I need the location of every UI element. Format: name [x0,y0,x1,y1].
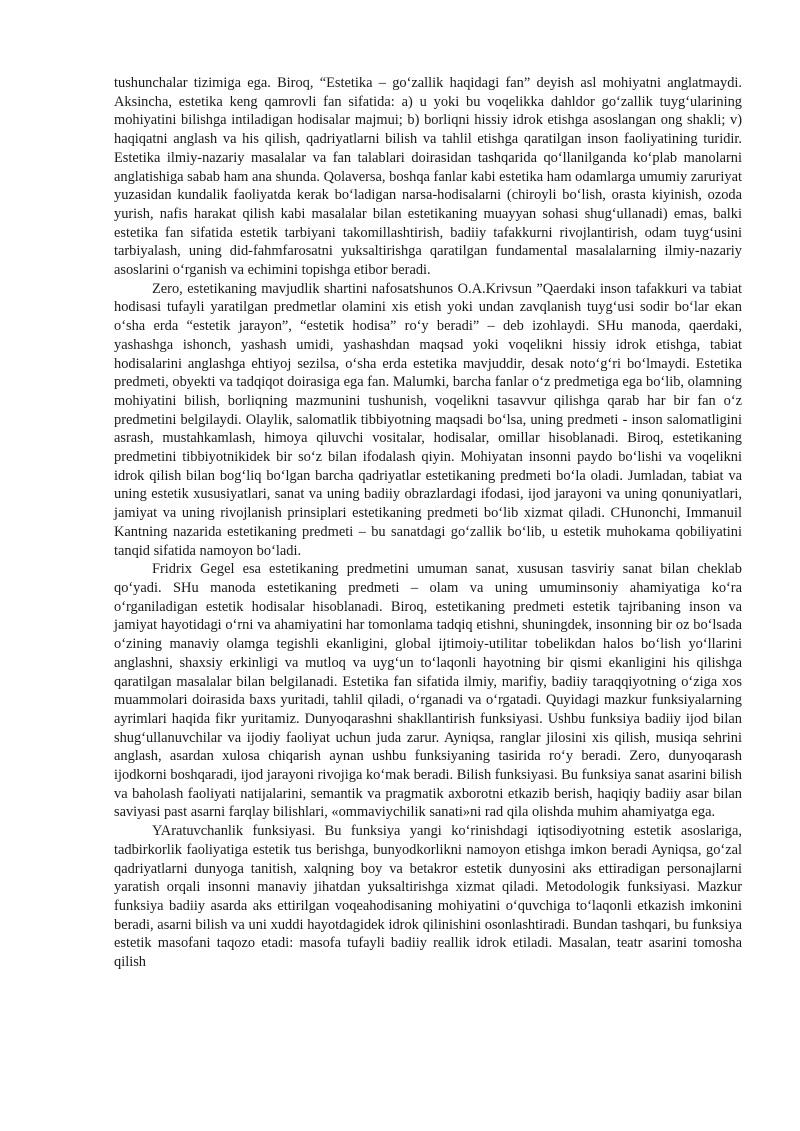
paragraph-4: YAratuvchanlik funksiyasi. Bu funksiya yangi ko‘rinishdagi iqtisodiyotning estetik asoslariga, tadbirkorlik faoliyatiga estetik tus berishga, bunyodkorlikni namoyon etishga imkon beradi Ayniqsa, go‘zal qadriyatlarni dunyoga tanitish, xalqning boy va betakror estetik dunyosini aks ettiradigan personajlarni yaratish orqali insonni manaviy jihatdan yuksaltirishga xizmat qiladi. Metodologik funksiyasi. Mazkur funksiya badiiy asarda aks ettirilgan voqeahodisaning mohiyatini o‘quvchiga to‘laqonli etkazish imkonini beradi, asarni bilish va uni xuddi hayotdagidek idrok qilinishini osonlashtiradi. Bundan tashqari, bu funksiya estetik masofani taqozo etadi: masofa tufayli badiiy reallik idrok etiladi. Masalan, teatr asarini tomosha qilish [114,823,742,971]
paragraph-2: Zero, estetikaning mavjudlik shartini nafosatshunos O.A.Krivsun ”Qaerdaki inson tafakkuri va tabiat hodisasi tufayli yaratilgan predmetlar olamini xis etish yoki undan zavqlanish tuyg‘usi sodir bo‘lar ekan o‘sha erda “estetik jarayon”, “estetik hodisa” ro‘y beradi” – deb izohlaydi. SHu manoda, qaerdaki, yashashga ishonch, yashash umidi, yashashdan maqsad yoki voqelikni hissiy idrok etishga, tabiat hodisalarini anglashga ehtiyoj sezilsa, o‘sha erda estetika mavjuddir, desak noto‘g‘ri bo‘lmaydi. Estetika predmeti, obyekti va tadqiqot doirasiga ega fan. Malumki, barcha fanlar o‘z predmetiga ega bo‘lib, olamning mohiyatini bilish, borliqning mazmunini tushunish, voqelikni tasavvur qilishga qarab har bir fan o‘z predmetini belgilaydi. Olaylik, salomatlik tibbiyotning maqsadi bo‘lsa, uning predmeti - inson salomatligini asrash, mustahkamlash, himoya qiluvchi vositalar, hodisalar, omillar hisoblanadi. Biroq, estetikaning predmetini tibbiyotnikidek bir so‘z bilan ifodalash qiyin. Mohiyatan insonni paydo bo‘lishi va voqelikni idrok qilish bilan bog‘liq bo‘lgan barcha qadriyatlar estetikaning predmeti bo‘la oladi. Jumladan, tabiat va uning estetik xususiyatlari, sanat va uning badiiy obrazlardagi ifodasi, ijod jarayoni va uning qonuniyatlari, jamiyat va uning rivojlanish prinsiplari estetikaning predmeti bo‘lib xizmat qiladi. CHunonchi, Immanuil Kantning nazarida estetikaning predmeti – bu sanatdagi go‘zallik bo‘lib, u estetik muhokama qobiliyatini tanqid sifatida namoyon bo‘ladi. [114,280,742,559]
paragraph-1: tushunchalar tizimiga ega. Biroq, “Estetika – go‘zallik haqidagi fan” deyish asl mohiyatni anglatmaydi. Aksincha, estetika keng qamrovli fan sifatida: a) u yoki bu voqelikka dahldor go‘zallik tuyg‘ularining mohiyatini bilishga intiladigan hodisalar majmui; b) borliqni hissiy idrok etishga asoslangan ong shakli; v) haqiqatni anglash va his qilish, qadriyatlarni bilish va tahlil etishga qaratilgan inson faoliyatining turidir. Estetika ilmiy-nazariy masalalar va fan talablari doirasidan tashqarida qo‘llanilganda ko‘plab manolarni anglatishiga sabab ham ana shunda. Qolaversa, boshqa fanlar kabi estetika ham odamlarga umumiy zaruriyat yuzasidan kundalik faoliyatda kerak bo‘ladigan narsa-hodisalarni (chiroyli bo‘lish, orasta kiyinish, ozoda yurish, nafis harakat qilish kabi masalalar bilan estetikaning muayyan sohasi shug‘ullanadi) emas, balki estetika fan sifatida estetik tarbiyani takomillashtirish, badiiy tafakkurni rivojlantirish, odam tuyg‘usini tarbiyalash, uning did-fahmfarosatni yuksaltirishga qaratilgan fundamental masalalarning ilmiy-nazariy asoslarini o‘rganish va echimini topishga etibor beradi. [114,75,742,279]
document-page [114,74,742,972]
paragraph-3: Fridrix Gegel esa estetikaning predmetini umuman sanat, xususan tasviriy sanat bilan cheklab qo‘yadi. SHu manoda estetikaning predmeti – olam va uning umuminsoniy ahamiyatiga ko‘ra o‘rganiladigan estetik hodisalar hisoblanadi. Biroq, estetikaning predmeti estetik tajribaning inson va jamiyat hayotidagi o‘rni va ahamiyatini har tomonlama tadqiq etishni, shuningdek, insonning bir oz bo‘lsada o‘zining manaviy olamga tegishli ekanligini, global ijtimoiy-utilitar tobelikdan halos bo‘lish yo‘llarini anglashni, shaxsiy erkinligi va mutloq va uyg‘un to‘laqonli hayotning bir qismi ekanligini his qilishga qaratilgan masalalar bilan belgilanadi. Estetika fan sifatida ilmiy, marifiy, badiiy taraqqiyotning o‘ziga xos muammolari doirasida baxs yuritadi, tahlil qiladi, o‘rganadi va o‘rgatadi. Quyidagi mazkur funksiyalarning ayrimlari haqida fikr yuritamiz. Dunyoqarashni shakllantirish funksiyasi. Ushbu funksiya badiiy ijod bilan shug‘ullanuvchilar va ijodiy faoliyat uchun juda zarur. Ayniqsa, ranglar jilosini xis qilish, musiqa sehrini anglash, asardan xulosa chiqarish aynan ushbu funksiyaning tasirida ro‘y beradi. Zero, dunyoqarash ijodkorni boshqaradi, ijod jarayoni rivojiga ko‘mak beradi. Bilish funksiyasi. Bu funksiya sanat asarini bilish va baholash faoliyati natijalarini, semantik va pragmatik axborotni etkazib berish, haqiqiy badiiy asar bilan saviyasi past asarni farqlay bilishlari, «ommaviychilik sanati»ni rad qila olishda muhim ahamiyatga ega. [114,561,742,821]
